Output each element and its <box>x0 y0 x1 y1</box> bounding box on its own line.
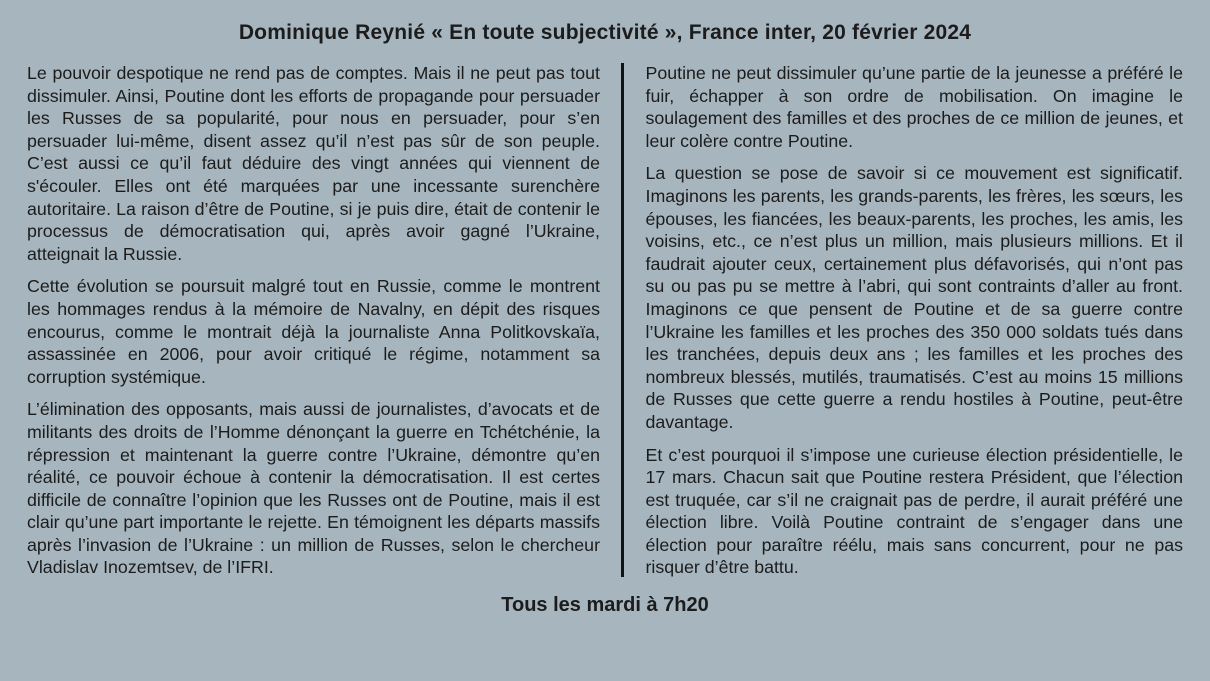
right-column <box>646 62 1184 579</box>
page-title: Dominique Reynié « En toute subjectivité », France inter, 20 février 2024 <box>238 21 972 44</box>
footer-schedule: Tous les mardi à 7h20 <box>501 594 709 617</box>
two-column-layout <box>27 62 1183 579</box>
paragraph: Le pouvoir despotique ne rend pas de comptes. Mais il ne peut pas tout dissimuler. Ainsi, Poutine dont les efforts de propagande pour persuader les Russes de sa popularité, pour nous en persuader, pour s’en persuader lui-même, disent assez qu’il n’est pas sûr de son peuple. C’est aussi ce qu’il faut déduire des vingt années qui viennent de s'écouler. Elles ont été marquées par une incessante surenchère autoritaire. La raison d’être de Poutine, si je puis dire, était de contenir le processus de démocratisation qui, après avoir gagné l’Ukraine, atteignait la Russie. <box>27 63 600 264</box>
column-divider <box>621 63 624 577</box>
paragraph: Cette évolution se poursuit malgré tout en Russie, comme le montrent les hommages rendus à la mémoire de Navalny, en dépit des risques encourus, comme le montrait déjà la journaliste Anna Politkovskaïa, assassinée en 2006, pour avoir critiqué le régime, notamment sa corruption systémique. <box>27 276 600 387</box>
paragraph: La question se pose de savoir si ce mouvement est significatif. Imaginons les parents, les grands-parents, les frères, les sœurs, les épouses, les fiancées, les beaux-parents, les proches, les amis, les voisins, etc., ce n’est plus un million, mais plusieurs millions. Et il faudrait ajouter ceux, certainement plus défavorisés, qui n’ont pas su ou pas pu se mettre à l’abri, qui sont contraints d’aller au front. Imaginons ce que pensent de Poutine et de sa guerre contre l’Ukraine les familles et les proches des 350 000 soldats tués dans les tranchées, depuis deux ans ; les familles et les proches des nombreux blessés, mutilés, traumatisés. C’est au moins 15 millions de Russes que cette guerre a rendu hostiles à Poutine, peut-être davantage. <box>645 163 1183 432</box>
paragraph: L’élimination des opposants, mais aussi de journalistes, d’avocats et de militants des droits de l’Homme dénonçant la guerre en Tchétchénie, la répression et maintenant la guerre contre l’Ukraine, démontre qu’en réalité, ce pouvoir échoue à contenir la démocratisation. Il est certes difficile de connaître l’opinion que les Russes ont de Poutine, mais il est clair qu’une part importante le rejette. En témoignent les départs massifs après l’invasion de l’Ukraine : un million de Russes, selon le chercheur Vladislav Inozemtsev, de l’IFRI. <box>27 399 600 578</box>
paragraph: Poutine ne peut dissimuler qu’une partie de la jeunesse a préféré le fuir, échapper à son ordre de mobilisation. On imagine le soulagement des familles et des proches de ce million de jeunes, et leur colère contre Poutine. <box>645 63 1183 151</box>
paragraph: Et c’est pourquoi il s’impose une curieuse élection présidentielle, le 17 mars. Chacun sait que Poutine restera Président, que l’élection est truquée, car s’il ne craignait pas de perdre, il aurait préféré une élection libre. Voilà Poutine contraint de s’engager dans une élection pour paraître réélu, mais sans concurrent, pour ne pas risquer d’être battu. <box>645 444 1183 578</box>
left-column <box>27 62 600 579</box>
